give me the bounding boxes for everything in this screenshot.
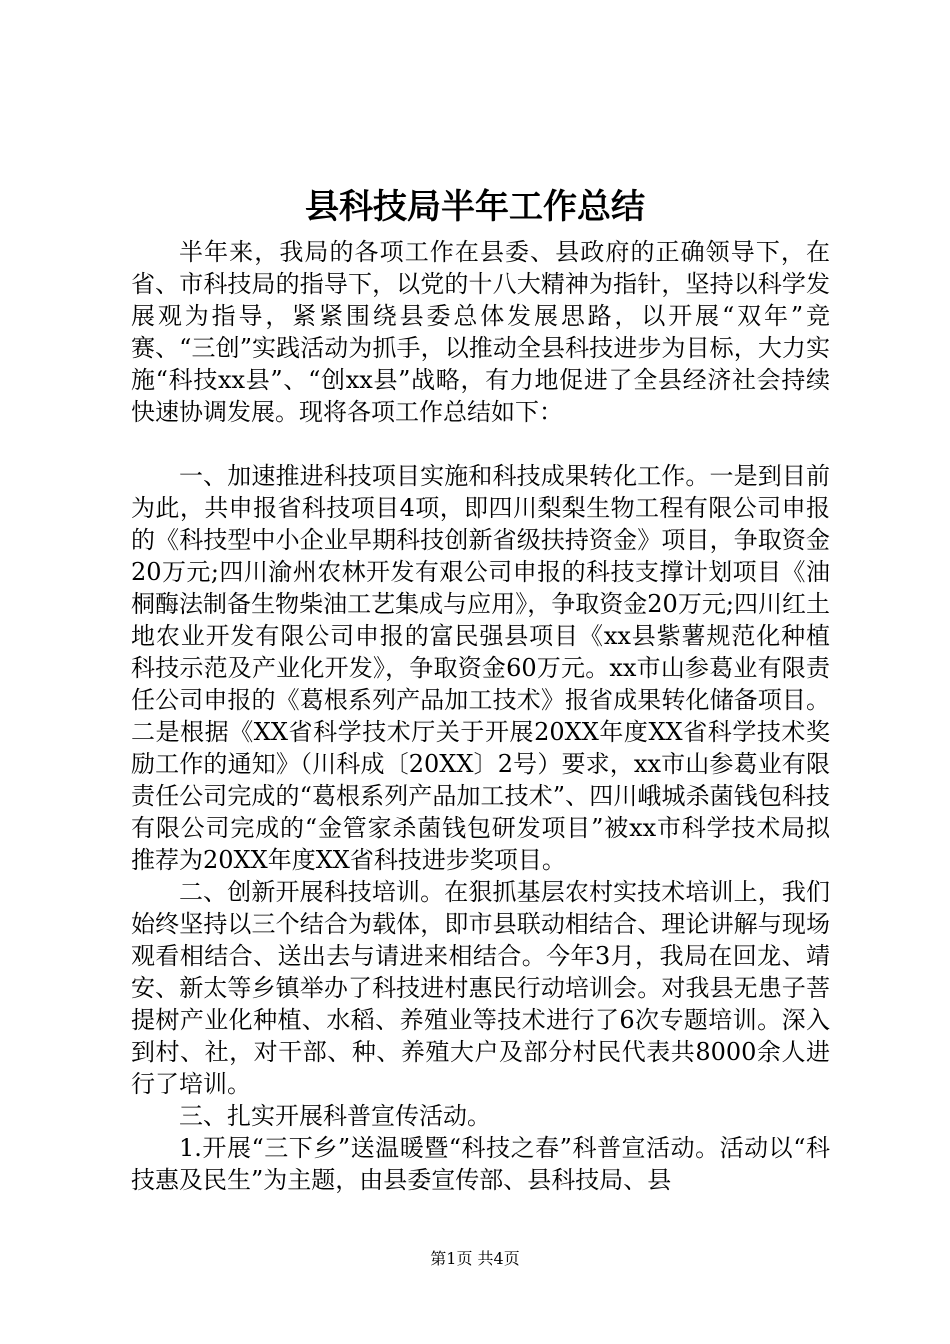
paragraph-section-3-heading: 三、扎实开展科普宣传活动。 <box>179 1102 491 1130</box>
document-body <box>131 236 830 1196</box>
paragraph-section-1: 一、加速推进科技项目实施和科技成果转化工作。一是到目前为此，共申报省科技项目4项，即四川梨梨生物工程有限公司申报的《科技型中小企业早期科技创新省级扶持资金》项目，争取资金20万元;四川渝州农林开发有艰公司申报的科技支撑计划项目《油桐酶法制备生物柴油工艺集成与应用》，争取资金20万元;四川红土地农业开发有限公司申报的富民强县项目《xx县紫薯规范化种植科技示范及产业化开发》，争取资金60万元。xx市山参葛业有限责任公司申报的《葛根系列产品加工技术》报省成果转化储备项目。二是根据《XX省科学技术厅关于开展20XX年度XX省科学技术奖励工作的通知》（川科成〔20XX〕2号）要求，xx市山参葛业有限责任公司完成的“葛根系列产品加工技术”、四川峨城杀菌钱包科技有限公司完成的“金管家杀菌钱包研发项目”被xx市科学技术局拟推荐为20XX年度XX省科技进步奖项目。 <box>131 462 830 874</box>
paragraph-gap <box>131 428 830 460</box>
page-footer: 第1页 共4页 <box>430 1249 520 1268</box>
paragraph-intro: 半年来，我局的各项工作在县委、县政府的正确领导下，在省、市科技局的指导下，以党的十八大精神为指针，坚持以科学发展观为指导，紧紧围绕县委总体发展思路，以开展“双年”竞赛、“三创”实践活动为抓手，以推动全县科技进步为目标，大力实施“科技xx县”、“创xx县”战略，有力地促进了全县经济社会持续快速协调发展。现将各项工作总结如下： <box>131 238 830 426</box>
document-title: 县科技局半年工作总结 <box>305 187 645 227</box>
paragraph-section-3-item-1: 1.开展“三下乡”送温暖暨“科技之春”科普宣活动。活动以“科技惠及民生”为主题，由县委宣传部、县科技局、县 <box>131 1134 830 1194</box>
paragraph-section-2: 二、创新开展科技培训。在狠抓基层农村实技术培训上，我们始终坚持以三个结合为载体，即市县联动相结合、理论讲解与现场观看相结合、送出去与请进来相结合。今年3月，我局在回龙、靖安、新太等乡镇举办了科技进村惠民行动培训会。对我县无患子菩提树产业化种植、水稻、养殖业等技术进行了6次专题培训。深入到村、社，对干部、种、养殖大户及部分村民代表共8000余人进行了培训。 <box>131 878 830 1098</box>
